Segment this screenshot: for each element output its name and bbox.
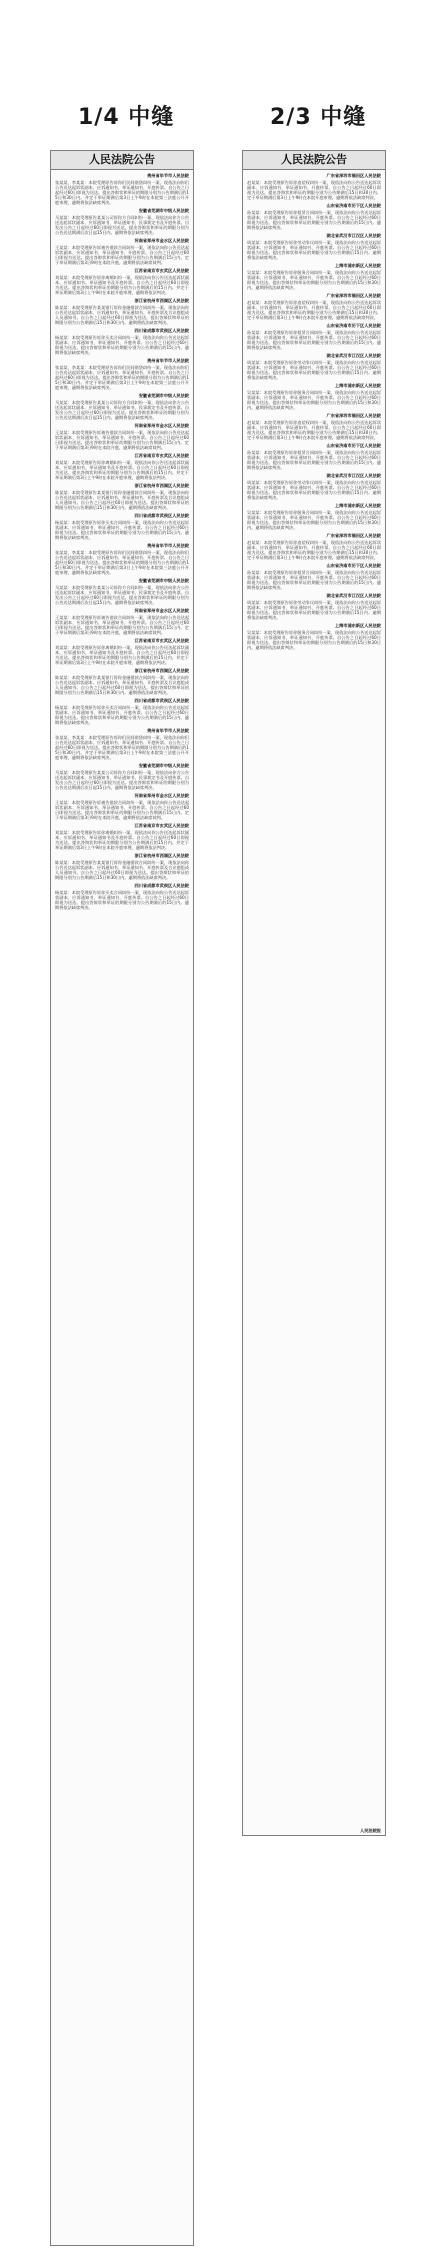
court-notice	[55, 453, 189, 480]
court-notice	[55, 823, 189, 850]
court-name: 贵州省毕节市人民法院	[147, 728, 189, 733]
notice-text: 周某某：本院受理原告诉你劳动争议纠纷一案，现依法向你公告送达起诉状副本、应诉通知书、举证通知书、开庭传票。自公告之日起经过60日即视为送达。提出答辩状和举证的期限分别为公告期满后15日内。逾期将依法缺席判决。	[247, 240, 381, 260]
notice-text: 马某某：本院受理原告某某公司诉你方合同纠纷一案，现依法向你方公告送达起诉状副本、应诉通知书、举证通知书、民事裁定书及开庭传票。自发出公告之日起经过60日即视为送达。提出答辩状和举证的期限分别为公告送达期满后次日起15日内。逾期将依法缺席判决。	[55, 770, 189, 790]
court-notice	[247, 623, 381, 650]
notice-column-right	[242, 150, 386, 1836]
court-name: 山东省济南市历下区人民法院	[326, 563, 381, 568]
notice-text: 杨某某：本院受理原告诉你买卖合同纠纷一案，现依法向你公告送达起诉状副本、应诉通知书、举证通知书、开庭传票。自公告之日起经过60日即视为送达。提出答辩状和举证的期限分别为公告期满后的15日内。逾期将依法缺席判决。	[55, 705, 189, 725]
court-name: 江苏省南京市玄武区人民法院	[134, 638, 189, 643]
court-notice	[247, 173, 381, 200]
notice-text: 陈某某：本院受理原告某某银行诉你金融借款合同纠纷一案，现依法向你公告送达起诉状副本、应诉通知书、举证通知书、开庭传票及合议庭组成人员通知书。自公告之日起经过60日即视为送达。提出答辩状和举证的期限分别为公告期满后15日和30日内。逾期将依法缺席判决。	[55, 305, 189, 325]
notice-text: 张某某、李某某：本院受理原告诉你们民间借贷纠纷一案，现依法向你们公告送达起诉状副本、应诉通知书、举证通知书、开庭传票。自公告之日起经过60日即视为送达。提出答辩状和举证的期限分别为公告期满后的15日和30日内。并定于举证期满后第3日上午9时在本院第三法庭公开开庭审理，逾期将依法缺席判决。	[55, 735, 189, 760]
court-notice	[55, 578, 189, 605]
notice-list	[55, 173, 189, 2241]
court-notice	[55, 328, 189, 355]
court-name: 安徽省芜湖市中级人民法院	[138, 208, 189, 213]
court-notice	[55, 513, 189, 540]
notice-text: 赵某某：本院受理原告诉你追偿权纠纷一案，现依法向你公告送达起诉状副本、应诉通知书、举证通知书、开庭传票。自公告之日起经过60日即视为送达。提出答辩状和举证的期限分别为公告期满后15日和30日内。定于举证期满后第3日上午9时在本院开庭审理，逾期将依法缺席判决。	[247, 300, 381, 320]
court-notice	[247, 473, 381, 500]
notice-text: 马某某：本院受理原告某某公司诉你方合同纠纷一案，现依法向你方公告送达起诉状副本、应诉通知书、举证通知书、民事裁定书及开庭传票。自发出公告之日起经过60日即视为送达。提出答辩状和举证的期限分别为公告送达期满后次日起15日内。逾期将依法缺席判决。	[55, 400, 189, 420]
notice-text: 杨某某：本院受理原告诉你买卖合同纠纷一案，现依法向你公告送达起诉状副本、应诉通知书、举证通知书、开庭传票。自公告之日起经过60日即视为送达。提出答辩状和举证的期限分别为公告期满后的15日内。逾期将依法缺席判决。	[55, 520, 189, 540]
court-notice	[247, 563, 381, 590]
court-name: 江苏省南京市玄武区人民法院	[134, 453, 189, 458]
court-notice	[247, 233, 381, 260]
court-notice	[55, 793, 189, 820]
court-name: 广东省深圳市福田区人民法院	[326, 293, 381, 298]
court-name: 浙江省杭州市西湖区人民法院	[134, 853, 189, 858]
court-notice	[247, 353, 381, 380]
court-notice	[55, 638, 189, 665]
court-notice	[55, 393, 189, 420]
court-notice	[247, 443, 381, 470]
court-notice	[55, 608, 189, 635]
court-name: 贵州省毕节市人民法院	[147, 358, 189, 363]
notice-list	[247, 173, 381, 1831]
notice-text: 王某某：本院受理原告诉被告借款合同纠纷一案，现依法向你公告送达起诉状副本、应诉通知书、举证通知书、开庭传票。自公告之日起经过60日即视为送达。提出答辩状和举证的期限分别为公告期满后15日内。定于举证期满后第3日9时在本院开庭，逾期将依法缺席裁判。	[55, 615, 189, 635]
court-name: 上海市浦东新区人民法院	[334, 623, 381, 628]
court-notice	[247, 203, 381, 230]
notice-text: 赵某某：本院受理原告诉你追偿权纠纷一案，现依法向你公告送达起诉状副本、应诉通知书、举证通知书、开庭传票。自公告之日起经过60日即视为送达。提出答辩状和举证的期限分别为公告期满后15日和30日内。定于举证期满后第3日上午9时在本院开庭审理，逾期将依法缺席判决。	[247, 180, 381, 200]
court-name: 山东省济南市历下区人民法院	[326, 203, 381, 208]
notice-text: 赵某某：本院受理原告诉你追偿权纠纷一案，现依法向你公告送达起诉状副本、应诉通知书、举证通知书、开庭传票。自公告之日起经过60日即视为送达。提出答辩状和举证的期限分别为公告期满后15日和30日内。定于举证期满后第3日上午9时在本院开庭审理，逾期将依法缺席判决。	[247, 420, 381, 440]
page-label-right: 2/3 中缝	[270, 105, 367, 130]
court-notice	[247, 293, 381, 320]
notice-text: 王某某：本院受理原告诉被告借款合同纠纷一案，现依法向你公告送达起诉状副本、应诉通知书、举证通知书、开庭传票。自公告之日起经过60日即视为送达。提出答辩状和举证的期限分别为公告期满后15日内。定于举证期满后第3日9时在本院开庭，逾期将依法缺席裁判。	[55, 800, 189, 820]
notice-text: 吴某某：本院受理原告诉你服务合同纠纷一案，现依法向你公告送达起诉状副本、应诉通知书、举证通知书、开庭传票。自公告之日起经过60日即视为送达。提出答辩状和举证的期限分别为公告期满后的15日和30日内。逾期将依法缺席判决。	[247, 510, 381, 530]
court-name: 河南省郑州市金水区人民法院	[134, 793, 189, 798]
court-name: 江苏省南京市玄武区人民法院	[134, 823, 189, 828]
court-name: 河南省郑州市金水区人民法院	[134, 423, 189, 428]
court-name: 上海市浦东新区人民法院	[334, 503, 381, 508]
notice-text: 周某某：本院受理原告诉你劳动争议纠纷一案，现依法向你公告送达起诉状副本、应诉通知书、举证通知书、开庭传票。自公告之日起经过60日即视为送达。提出答辩状和举证的期限分别为公告期满后15日内。逾期将依法缺席判决。	[247, 360, 381, 380]
court-notice	[247, 503, 381, 530]
notice-text: 周某某：本院受理原告诉你劳动争议纠纷一案，现依法向你公告送达起诉状副本、应诉通知书、举证通知书、开庭传票。自公告之日起经过60日即视为送达。提出答辩状和举证的期限分别为公告期满后15日内。逾期将依法缺席判决。	[247, 480, 381, 500]
court-name: 广东省深圳市福田区人民法院	[326, 173, 381, 178]
court-name: 河南省郑州市金水区人民法院	[134, 608, 189, 613]
notice-text: 杨某某：本院受理原告诉你买卖合同纠纷一案，现依法向你公告送达起诉状副本、应诉通知书、举证通知书、开庭传票。自公告之日起经过60日即视为送达。提出答辩状和举证的期限分别为公告期满后的15日内。逾期将依法缺席判决。	[55, 890, 189, 910]
notice-text: 刘某某：本院受理原告诉你离婚纠纷一案，现依法向你公告送达起诉状副本、应诉通知书、举证通知书及开庭传票。自公告之日起经过60日即视为送达。提出答辩状和举证的期限分别为公告期满后的15日内。并定于举证期满后第3日上午9时在本院开庭审理，逾期将依法判决。	[55, 645, 189, 665]
court-notice	[247, 533, 381, 560]
court-notice	[55, 668, 189, 695]
court-name: 安徽省芜湖市中级人民法院	[138, 578, 189, 583]
court-name: 广东省深圳市福田区人民法院	[326, 413, 381, 418]
notice-text: 陈某某：本院受理原告某某银行诉你金融借款合同纠纷一案，现依法向你公告送达起诉状副本、应诉通知书、举证通知书、开庭传票及合议庭组成人员通知书。自公告之日起经过60日即视为送达。提出答辩状和举证的期限分别为公告期满后15日和30日内。逾期将依法缺席判决。	[55, 860, 189, 880]
notice-text: 张某某、李某某：本院受理原告诉你们民间借贷纠纷一案，现依法向你们公告送达起诉状副本、应诉通知书、举证通知书、开庭传票。自公告之日起经过60日即视为送达。提出答辩状和举证的期限分别为公告期满后的15日和30日内。并定于举证期满后第3日上午9时在本院第三法庭公开开庭审理，逾期将依法缺席判决。	[55, 550, 189, 575]
court-notice	[55, 173, 189, 205]
notice-text: 赵某某：本院受理原告诉你追偿权纠纷一案，现依法向你公告送达起诉状副本、应诉通知书、举证通知书、开庭传票。自公告之日起经过60日即视为送达。提出答辩状和举证的期限分别为公告期满后15日和30日内。定于举证期满后第3日上午9时在本院开庭审理，逾期将依法缺席判决。	[247, 540, 381, 560]
court-notice	[247, 263, 381, 290]
court-notice	[55, 238, 189, 265]
court-name: 浙江省杭州市西湖区人民法院	[134, 483, 189, 488]
court-name: 山东省济南市历下区人民法院	[326, 443, 381, 448]
notice-text: 杨某某：本院受理原告诉你买卖合同纠纷一案，现依法向你公告送达起诉状副本、应诉通知书、举证通知书、开庭传票。自公告之日起经过60日即视为送达。提出答辩状和举证的期限分别为公告期满后的15日内。逾期将依法缺席判决。	[55, 335, 189, 355]
notice-text: 张某某、李某某：本院受理原告诉你们民间借贷纠纷一案，现依法向你们公告送达起诉状副本、应诉通知书、举证通知书、开庭传票。自公告之日起经过60日即视为送达。提出答辩状和举证的期限分别为公告期满后的15日和30日内。并定于举证期满后第3日上午9时在本院第三法庭公开开庭审理，逾期将依法缺席判决。	[55, 180, 189, 205]
notice-text: 张某某、李某某：本院受理原告诉你们民间借贷纠纷一案，现依法向你们公告送达起诉状副本、应诉通知书、举证通知书、开庭传票。自公告之日起经过60日即视为送达。提出答辩状和举证的期限分别为公告期满后的15日和30日内。并定于举证期满后第3日上午9时在本院第三法庭公开开庭审理，逾期将依法缺席判决。	[55, 365, 189, 390]
notice-text: 孙某某：本院受理原告诉你租赁合同纠纷一案，现依法向你公告送达起诉状副本、应诉通知书、举证通知书、开庭传票。自公告之日起经过60日即视为送达。提出答辩状和举证的期限分别为公告期满后的15日内。逾期将依法缺席判决。	[247, 570, 381, 590]
court-name: 湖北省武汉市江汉区人民法院	[326, 473, 381, 478]
notice-text: 吴某某：本院受理原告诉你服务合同纠纷一案，现依法向你公告送达起诉状副本、应诉通知书、举证通知书、开庭传票。自公告之日起经过60日即视为送达。提出答辩状和举证的期限分别为公告期满后的15日和30日内。逾期将依法缺席判决。	[247, 630, 381, 650]
notice-text: 刘某某：本院受理原告诉你离婚纠纷一案，现依法向你公告送达起诉状副本、应诉通知书、举证通知书及开庭传票。自公告之日起经过60日即视为送达。提出答辩状和举证的期限分别为公告期满后的15日内。并定于举证期满后第3日上午9时在本院开庭审理，逾期将依法判决。	[55, 830, 189, 850]
court-notice	[55, 483, 189, 510]
notice-text: 周某某：本院受理原告诉你劳动争议纠纷一案，现依法向你公告送达起诉状副本、应诉通知书、举证通知书、开庭传票。自公告之日起经过60日即视为送达。提出答辩状和举证的期限分别为公告期满后15日内。逾期将依法缺席判决。	[247, 600, 381, 620]
notice-text: 陈某某：本院受理原告某某银行诉你金融借款合同纠纷一案，现依法向你公告送达起诉状副本、应诉通知书、举证通知书、开庭传票及合议庭组成人员通知书。自公告之日起经过60日即视为送达。提出答辩状和举证的期限分别为公告期满后15日和30日内。逾期将依法缺席判决。	[55, 675, 189, 695]
notice-text: 马某某：本院受理原告某某公司诉你方合同纠纷一案，现依法向你方公告送达起诉状副本、应诉通知书、举证通知书、民事裁定书及开庭传票。自发出公告之日起经过60日即视为送达。提出答辩状和举证的期限分别为公告送达期满后次日起15日内。逾期将依法缺席判决。	[55, 585, 189, 605]
court-name: 上海市浦东新区人民法院	[334, 263, 381, 268]
notice-text: 刘某某：本院受理原告诉你离婚纠纷一案，现依法向你公告送达起诉状副本、应诉通知书、举证通知书及开庭传票。自公告之日起经过60日即视为送达。提出答辩状和举证的期限分别为公告期满后的15日内。并定于举证期满后第3日上午9时在本院开庭审理，逾期将依法判决。	[55, 275, 189, 295]
court-name: 四川省成都市武侯区人民法院	[134, 513, 189, 518]
notice-text: 陈某某：本院受理原告某某银行诉你金融借款合同纠纷一案，现依法向你公告送达起诉状副本、应诉通知书、举证通知书、开庭传票及合议庭组成人员通知书。自公告之日起经过60日即视为送达。提出答辩状和举证的期限分别为公告期满后15日和30日内。逾期将依法缺席判决。	[55, 490, 189, 510]
notice-text: 马某某：本院受理原告某某公司诉你方合同纠纷一案，现依法向你方公告送达起诉状副本、应诉通知书、举证通知书、民事裁定书及开庭传票。自发出公告之日起经过60日即视为送达。提出答辩状和举证的期限分别为公告送达期满后次日起15日内。逾期将依法缺席判决。	[55, 215, 189, 235]
court-name: 安徽省芜湖市中级人民法院	[138, 393, 189, 398]
notice-text: 吴某某：本院受理原告诉你服务合同纠纷一案，现依法向你公告送达起诉状副本、应诉通知书、举证通知书、开庭传票。自公告之日起经过60日即视为送达。提出答辩状和举证的期限分别为公告期满后的15日和30日内。逾期将依法缺席判决。	[247, 270, 381, 290]
court-name: 贵州省毕节市人民法院	[147, 543, 189, 548]
court-name: 广东省深圳市福田区人民法院	[326, 533, 381, 538]
court-notice	[55, 423, 189, 450]
court-name: 四川省成都市武侯区人民法院	[134, 883, 189, 888]
notice-text: 孙某某：本院受理原告诉你租赁合同纠纷一案，现依法向你公告送达起诉状副本、应诉通知书、举证通知书、开庭传票。自公告之日起经过60日即视为送达。提出答辩状和举证的期限分别为公告期满后的15日内。逾期将依法缺席判决。	[247, 450, 381, 470]
court-name: 湖北省武汉市江汉区人民法院	[326, 353, 381, 358]
notice-text: 王某某：本院受理原告诉被告借款合同纠纷一案，现依法向你公告送达起诉状副本、应诉通知书、举证通知书、开庭传票。自公告之日起经过60日即视为送达。提出答辩状和举证的期限分别为公告期满后15日内。定于举证期满后第3日9时在本院开庭，逾期将依法缺席裁判。	[55, 430, 189, 450]
court-name: 贵州省毕节市人民法院	[147, 173, 189, 178]
notice-text: 孙某某：本院受理原告诉你租赁合同纠纷一案，现依法向你公告送达起诉状副本、应诉通知书、举证通知书、开庭传票。自公告之日起经过60日即视为送达。提出答辩状和举证的期限分别为公告期满后的15日内。逾期将依法缺席判决。	[247, 330, 381, 350]
court-notice	[55, 853, 189, 880]
page-label-left: 1/4 中缝	[78, 105, 175, 130]
column-heading: 人民法院公告	[51, 151, 193, 170]
court-name: 上海市浦东新区人民法院	[334, 383, 381, 388]
court-notice	[55, 543, 189, 575]
court-name: 河南省郑州市金水区人民法院	[134, 238, 189, 243]
court-notice	[55, 883, 189, 910]
publisher-mark: 人民法院报	[360, 1828, 381, 1833]
court-name: 山东省济南市历下区人民法院	[326, 323, 381, 328]
court-notice	[247, 593, 381, 620]
notice-text: 刘某某：本院受理原告诉你离婚纠纷一案，现依法向你公告送达起诉状副本、应诉通知书、举证通知书及开庭传票。自公告之日起经过60日即视为送达。提出答辩状和举证的期限分别为公告期满后的15日内。并定于举证期满后第3日上午9时在本院开庭审理，逾期将依法判决。	[55, 460, 189, 480]
court-notice	[55, 208, 189, 235]
column-heading: 人民法院公告	[243, 151, 385, 170]
court-name: 江苏省南京市玄武区人民法院	[134, 268, 189, 273]
court-name: 湖北省武汉市江汉区人民法院	[326, 593, 381, 598]
court-notice	[55, 763, 189, 790]
court-notice	[247, 383, 381, 410]
court-name: 四川省成都市武侯区人民法院	[134, 698, 189, 703]
court-name: 浙江省杭州市西湖区人民法院	[134, 668, 189, 673]
court-notice	[55, 698, 189, 725]
court-notice	[55, 358, 189, 390]
court-name: 浙江省杭州市西湖区人民法院	[134, 298, 189, 303]
court-name: 四川省成都市武侯区人民法院	[134, 328, 189, 333]
court-notice	[55, 268, 189, 295]
notice-text: 王某某：本院受理原告诉被告借款合同纠纷一案，现依法向你公告送达起诉状副本、应诉通知书、举证通知书、开庭传票。自公告之日起经过60日即视为送达。提出答辩状和举证的期限分别为公告期满后15日内。定于举证期满后第3日9时在本院开庭，逾期将依法缺席裁判。	[55, 245, 189, 265]
court-notice	[55, 728, 189, 760]
notice-text: 吴某某：本院受理原告诉你服务合同纠纷一案，现依法向你公告送达起诉状副本、应诉通知书、举证通知书、开庭传票。自公告之日起经过60日即视为送达。提出答辩状和举证的期限分别为公告期满后的15日和30日内。逾期将依法缺席判决。	[247, 390, 381, 410]
court-notice	[247, 323, 381, 350]
notice-column-left	[50, 150, 194, 2246]
court-notice	[55, 298, 189, 325]
court-notice	[247, 413, 381, 440]
court-name: 湖北省武汉市江汉区人民法院	[326, 233, 381, 238]
court-name: 安徽省芜湖市中级人民法院	[138, 763, 189, 768]
notice-text: 孙某某：本院受理原告诉你租赁合同纠纷一案，现依法向你公告送达起诉状副本、应诉通知书、举证通知书、开庭传票。自公告之日起经过60日即视为送达。提出答辩状和举证的期限分别为公告期满后的15日内。逾期将依法缺席判决。	[247, 210, 381, 230]
